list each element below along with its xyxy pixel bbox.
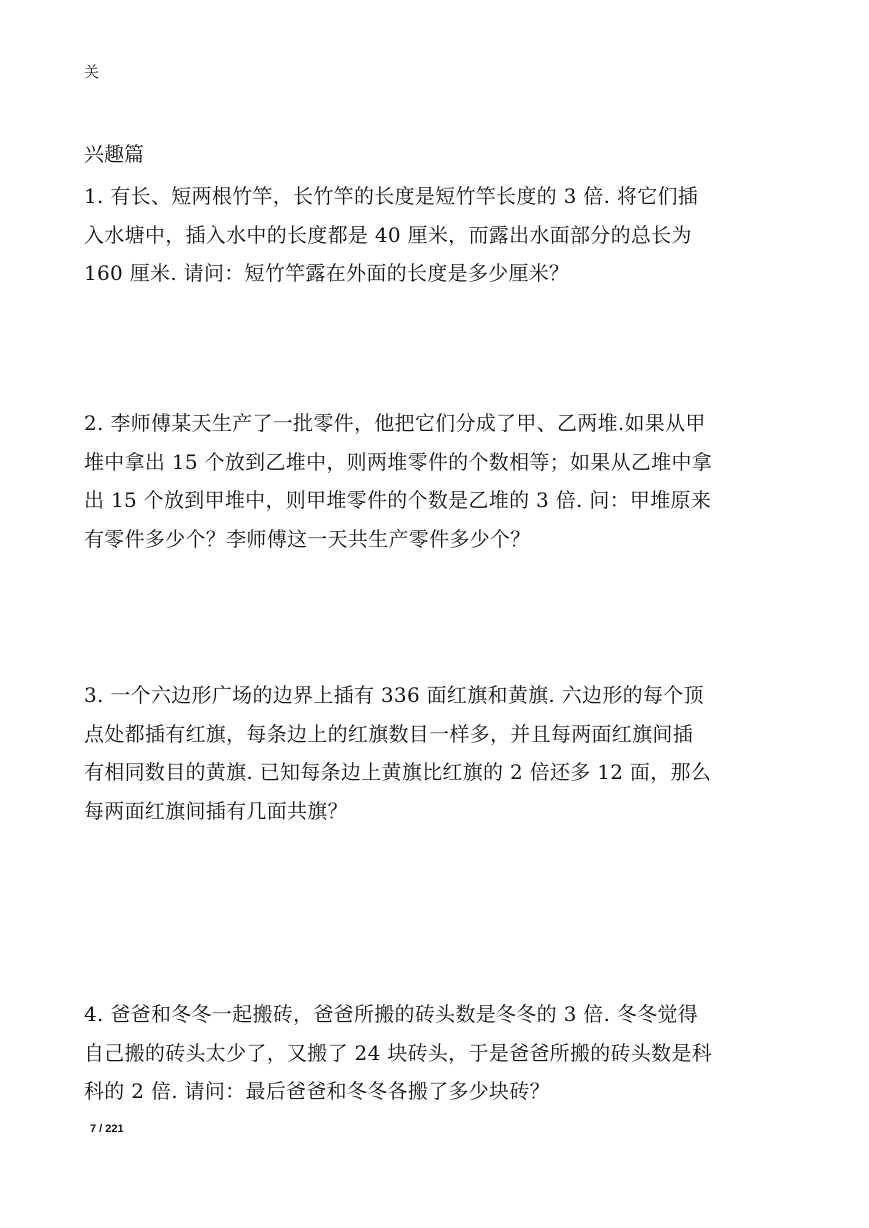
problem-line: 入水塘中，插入水中的长度都是 40 厘米，而露出水面部分的总长为 <box>84 222 692 247</box>
problem-4 <box>84 995 786 1111</box>
problem-line: 160 厘米. 请问：短竹竿露在外面的长度是多少厘米？ <box>84 261 570 285</box>
section-title: 兴趣篇 <box>84 142 144 166</box>
problem-line: 科的 2 倍. 请问：最后爸爸和冬冬各搬了多少块砖？ <box>84 1079 550 1103</box>
problem-1 <box>84 177 786 293</box>
problem-3 <box>84 676 786 830</box>
problem-line: 点处都插有红旗，每条边上的红旗数目一样多，并且每两面红旗间插 <box>84 721 693 746</box>
problem-line: 出 15 个放到甲堆中，则甲堆零件的个数是乙堆的 3 倍. 问：甲堆原来 <box>84 488 712 512</box>
header-char: 关 <box>84 63 100 81</box>
problem-line: 堆中拿出 15 个放到乙堆中，则两堆零件的个数相等；如果从乙堆中拿 <box>84 449 713 474</box>
problem-line: 3. 一个六边形广场的边界上插有 336 面红旗和黄旗. 六边形的每个顶 <box>84 683 704 707</box>
problem-line: 1. 有长、短两根竹竿，长竹竿的长度是短竹竿长度的 3 倍. 将它们插 <box>84 184 699 208</box>
problem-line: 自己搬的砖头太少了，又搬了 24 块砖头，于是爸爸所搬的砖头数是科 <box>84 1040 713 1065</box>
problem-line: 每两面红旗间插有几面共旗？ <box>84 798 348 823</box>
problem-line: 4. 爸爸和冬冬一起搬砖，爸爸所搬的砖头数是冬冬的 3 倍. 冬冬觉得 <box>84 1002 699 1026</box>
page-number: 7 / 221 <box>90 1123 124 1135</box>
problem-line: 有相同数目的黄旗. 已知每条边上黄旗比红旗的 2 倍还多 12 面，那么 <box>84 760 712 784</box>
problem-line: 2. 李师傅某天生产了一批零件，他把它们分成了甲、乙两堆.如果从甲 <box>84 411 706 435</box>
problem-2 <box>84 404 786 558</box>
problem-line: 有零件多少个？李师傅这一天共生产零件多少个？ <box>84 526 531 551</box>
